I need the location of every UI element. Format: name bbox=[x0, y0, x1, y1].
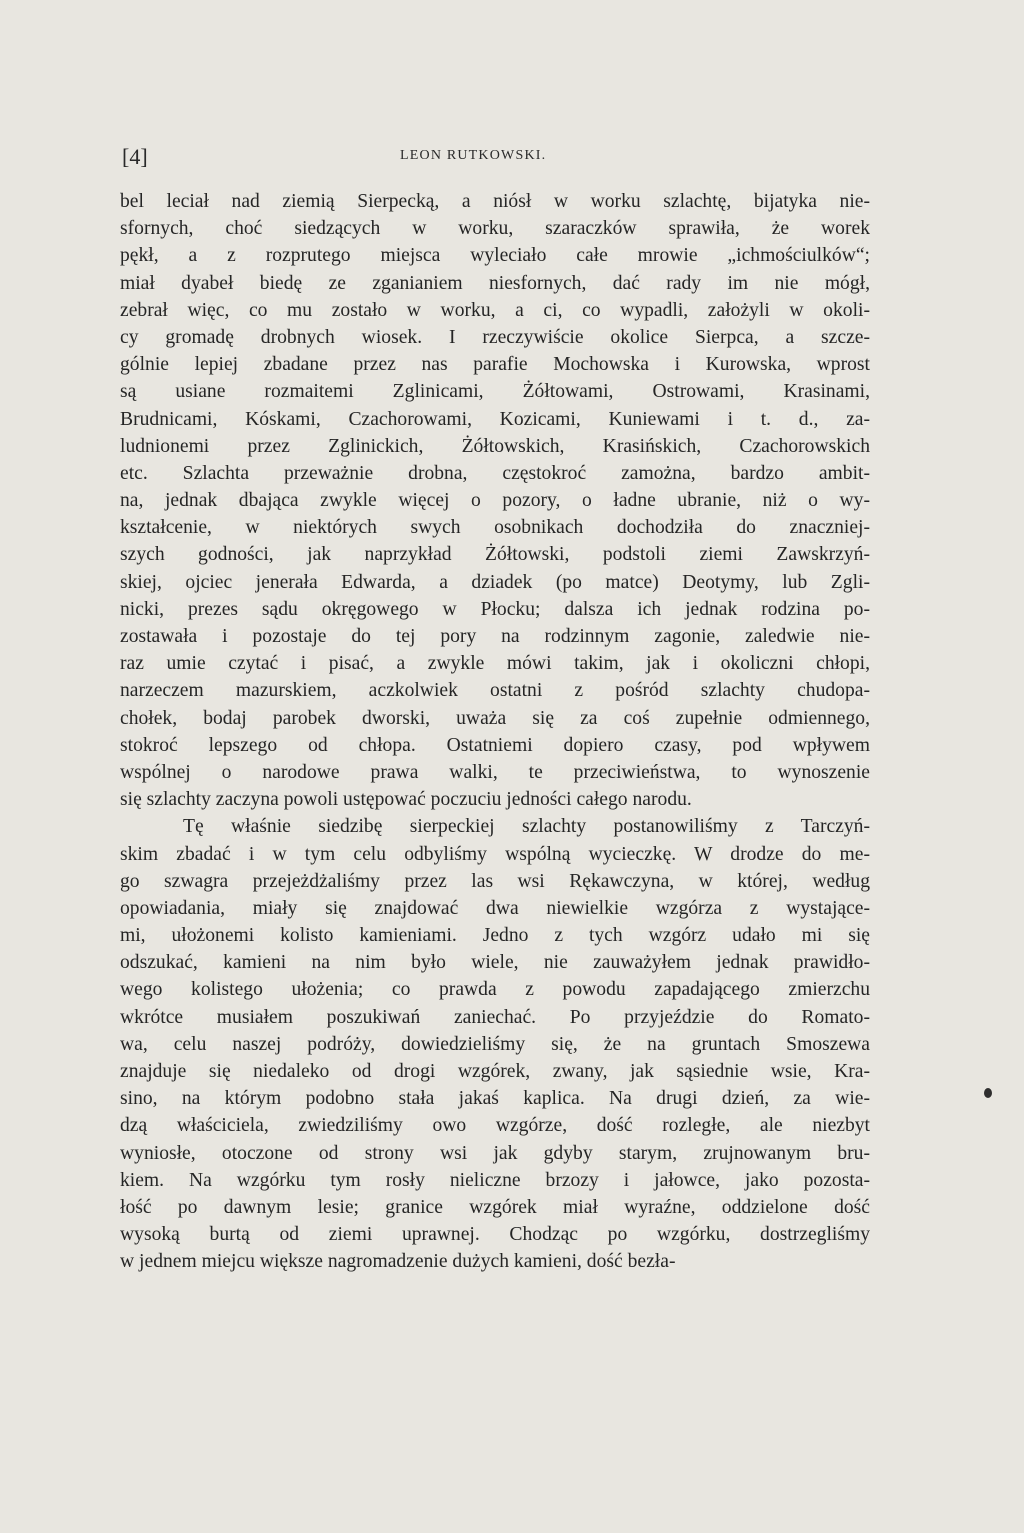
text-line: odszukać, kamieni na nim było wiele, nie zauważyłem jednak prawidło- bbox=[120, 952, 870, 974]
text-line: go szwagra przejeżdżaliśmy przez las wsi Rękawczyna, w której, według bbox=[120, 870, 870, 892]
text-line: cy gromadę drobnych wiosek. I rzeczywiście okolice Sierpca, a szcze- bbox=[120, 326, 870, 348]
text-line: sino, na którym podobno stała jakaś kaplica. Na drugi dzień, za wie- bbox=[120, 1088, 870, 1110]
text-line: stokroć lepszego od chłopa. Ostatniemi dopiero czasy, pod wpływem bbox=[120, 734, 870, 756]
text-line: szych godności, jak naprzykład Żółtowski, podstoli ziemi Zawskrzyń- bbox=[120, 544, 870, 566]
text-line: znajduje się niedaleko od drogi wzgórek, zwany, jak sąsiednie wsie, Kra- bbox=[120, 1061, 870, 1082]
text-line: dzą właściciela, zwiedziliśmy owo wzgórze, dość rozległe, ale niezbyt bbox=[120, 1115, 870, 1137]
page-number: [4] bbox=[122, 144, 148, 169]
text-line: nicki, prezes sądu okręgowego w Płocku; dalsza ich jednak rodzina po- bbox=[120, 598, 870, 620]
text-line: opowiadania, miały się znajdować dwa niewielkie wzgórza z wystające- bbox=[120, 897, 870, 919]
page-header bbox=[122, 142, 870, 172]
text-line: Brudnicami, Kóskami, Czachorowami, Kozicami, Kuniewami i t. d., za- bbox=[120, 408, 870, 430]
text-line: zostawała i pozostaje do tej pory na rodzinnym zagonie, zaledwie nie- bbox=[120, 626, 870, 647]
text-line: pękł, a z rozprutego miejsca wyleciało całe mrowie „ichmościulków“; bbox=[120, 245, 870, 267]
body-text bbox=[120, 188, 870, 1276]
text-line: kształcenie, w niektórych swych osobnikach dochodziła do znaczniej- bbox=[120, 517, 870, 539]
text-line: bel leciał nad ziemią Sierpecką, a niósł w worku szlachtę, bijatyka nie- bbox=[120, 191, 870, 212]
text-line: mi, ułożonemi kolisto kamieniami. Jedno z tych wzgórz udało mi się bbox=[120, 925, 870, 947]
text-line: w jednem miejcu większe nagromadzenie dużych kamieni, dość bezła- bbox=[120, 1251, 676, 1273]
text-line: wysoką burtą od ziemi uprawnej. Chodząc po wzgórku, dostrzegliśmy bbox=[120, 1224, 870, 1246]
text-line: wkrótce musiałem poszukiwań zaniechać. Po przyjeździe do Romato- bbox=[120, 1006, 870, 1028]
text-line: skiej, ojciec jenerała Edwarda, a dziadek (po matce) Deotymy, lub Zgli- bbox=[120, 571, 870, 593]
text-line: są usiane rozmaitemi Zglinicami, Żółtowami, Ostrowami, Krasinami, bbox=[120, 381, 870, 403]
text-line: sfornych, choć siedzących w worku, szaraczków sprawiła, że worek bbox=[120, 218, 870, 240]
print-speck bbox=[984, 1088, 992, 1098]
paragraph bbox=[120, 813, 870, 1275]
text-line: miał dyabeł biedę ze zganianiem niesfornych, dać rady im nie mógł, bbox=[120, 272, 870, 294]
text-line: chołek, bodaj parobek dworski, uważa się za coś zupełnie odmiennego, bbox=[120, 707, 870, 729]
paragraph bbox=[120, 188, 870, 813]
text-line: wspólnej o narodowe prawa walki, te przeciwieństwa, to wynoszenie bbox=[120, 761, 870, 783]
text-line: etc. Szlachta przeważnie drobna, częstokroć zamożna, bardzo ambit- bbox=[120, 462, 870, 484]
text-line: skim zbadać i w tym celu odbyliśmy wspólną wycieczkę. W drodze do me- bbox=[120, 843, 870, 865]
text-line: kiem. Na wzgórku tym rosły nieliczne brzozy i jałowce, jako pozosta- bbox=[120, 1169, 870, 1191]
text-line: wyniosłe, otoczone od strony wsi jak gdyby starym, zrujnowanym bru- bbox=[120, 1142, 870, 1164]
text-line: się szlachty zaczyna powoli ustępować poczuciu jedności całego narodu. bbox=[120, 789, 692, 811]
text-line: wego kolistego ułożenia; co prawda z powodu zapadającego zmierzchu bbox=[120, 979, 870, 1001]
text-line: Tę właśnie siedzibę sierpeckiej szlachty postanowiliśmy z Tarczyń- bbox=[183, 816, 870, 838]
text-line: ludnionemi przez Zglinickich, Żółtowskich, Krasińskich, Czachorowskich bbox=[120, 435, 870, 457]
text-line: gólnie lepiej zbadane przez nas parafie Mochowska i Kurowska, wprost bbox=[120, 354, 870, 376]
text-line: łość po dawnym lesie; granice wzgórek miał wyraźne, oddzielone dość bbox=[120, 1196, 870, 1218]
text-line: na, jednak dbająca zwykle więcej o pozory, o ładne ubranie, niż o wy- bbox=[120, 490, 870, 512]
text-line: wa, celu naszej podróży, dowiedzieliśmy się, że na gruntach Smoszewa bbox=[120, 1033, 870, 1055]
text-line: raz umie czytać i pisać, a zwykle mówi takim, jak i okoliczni chłopi, bbox=[120, 653, 870, 675]
running-head: LEON RUTKOWSKI. bbox=[400, 148, 547, 163]
text-line: zebrał więc, co mu zostało w worku, a ci, co wypadli, założyli w okoli- bbox=[120, 299, 870, 321]
text-line: narzeczem mazurskiem, aczkolwiek ostatni z pośród szlachty chudopa- bbox=[120, 680, 870, 702]
